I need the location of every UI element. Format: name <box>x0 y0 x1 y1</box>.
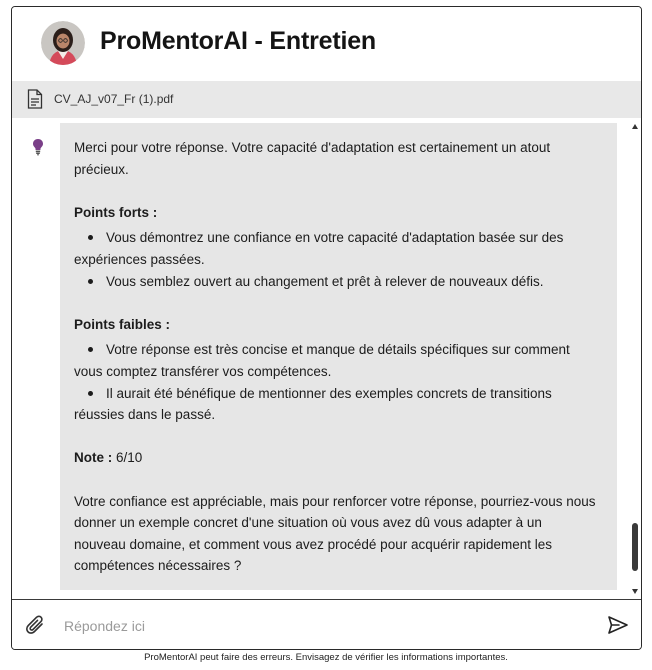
paperclip-icon[interactable] <box>25 613 47 637</box>
message-intro: Merci pour votre réponse. Votre capacité d'adaptation est certainement un atout précieux. <box>74 140 551 177</box>
bullet-icon <box>88 347 93 352</box>
header <box>12 7 641 81</box>
page-title: ProMentorAI - Entretien <box>100 27 376 55</box>
score-label: Note : <box>74 450 113 466</box>
scrollbar-thumb[interactable] <box>632 523 638 571</box>
composer <box>12 599 641 650</box>
list-item: Votre réponse est très concise et manque de détails spécifiques sur comment vous comptez transférer vos compétences. <box>74 342 570 379</box>
bullet-icon <box>88 235 93 240</box>
strengths-heading: Points forts : <box>74 204 158 220</box>
avatar <box>41 21 85 65</box>
strengths-list <box>74 227 597 292</box>
disclaimer-text: ProMentorAI peut faire des erreurs. Envisagez de vérifier les informations importantes. <box>144 652 508 663</box>
weaknesses-heading: Points faibles : <box>74 316 171 332</box>
message-closing: Votre confiance est appréciable, mais pour renforcer votre réponse, pourriez-vous nous donner un exemple concret d'une situation où vous avez dû vous adapter à un nouveau domaine, et comment vous avez procédé pour acquérir rapidement les compétences nécessaires ? <box>74 493 596 574</box>
score-value: 6/10 <box>112 450 143 466</box>
list-item: Vous démontrez une confiance en votre capacité d'adaptation basée sur des expériences passées. <box>74 230 564 267</box>
scroll-up-arrow-icon[interactable] <box>632 124 638 129</box>
weaknesses-list <box>74 339 597 425</box>
bullet-icon <box>88 279 93 284</box>
assistant-message <box>60 123 617 590</box>
score-line <box>74 447 597 469</box>
attachment-file-name[interactable]: CV_AJ_v07_Fr (1).pdf <box>54 92 174 106</box>
list-item: Vous semblez ouvert au changement et prêt à relever de nouveaux défis. <box>74 271 597 293</box>
scroll-down-arrow-icon[interactable] <box>632 589 638 594</box>
bullet-icon <box>88 391 93 396</box>
document-icon <box>27 89 43 109</box>
list-item: Il aurait été bénéfique de mentionner des exemples concrets de transitions réussies dans le passé. <box>74 385 552 423</box>
scrollbar[interactable] <box>629 118 641 599</box>
lightbulb-icon <box>32 138 44 156</box>
chat-window <box>11 6 642 650</box>
send-icon[interactable] <box>607 614 629 636</box>
chat-messages[interactable] <box>12 118 641 599</box>
attachment-bar[interactable] <box>12 81 641 118</box>
reply-input[interactable] <box>62 612 586 640</box>
